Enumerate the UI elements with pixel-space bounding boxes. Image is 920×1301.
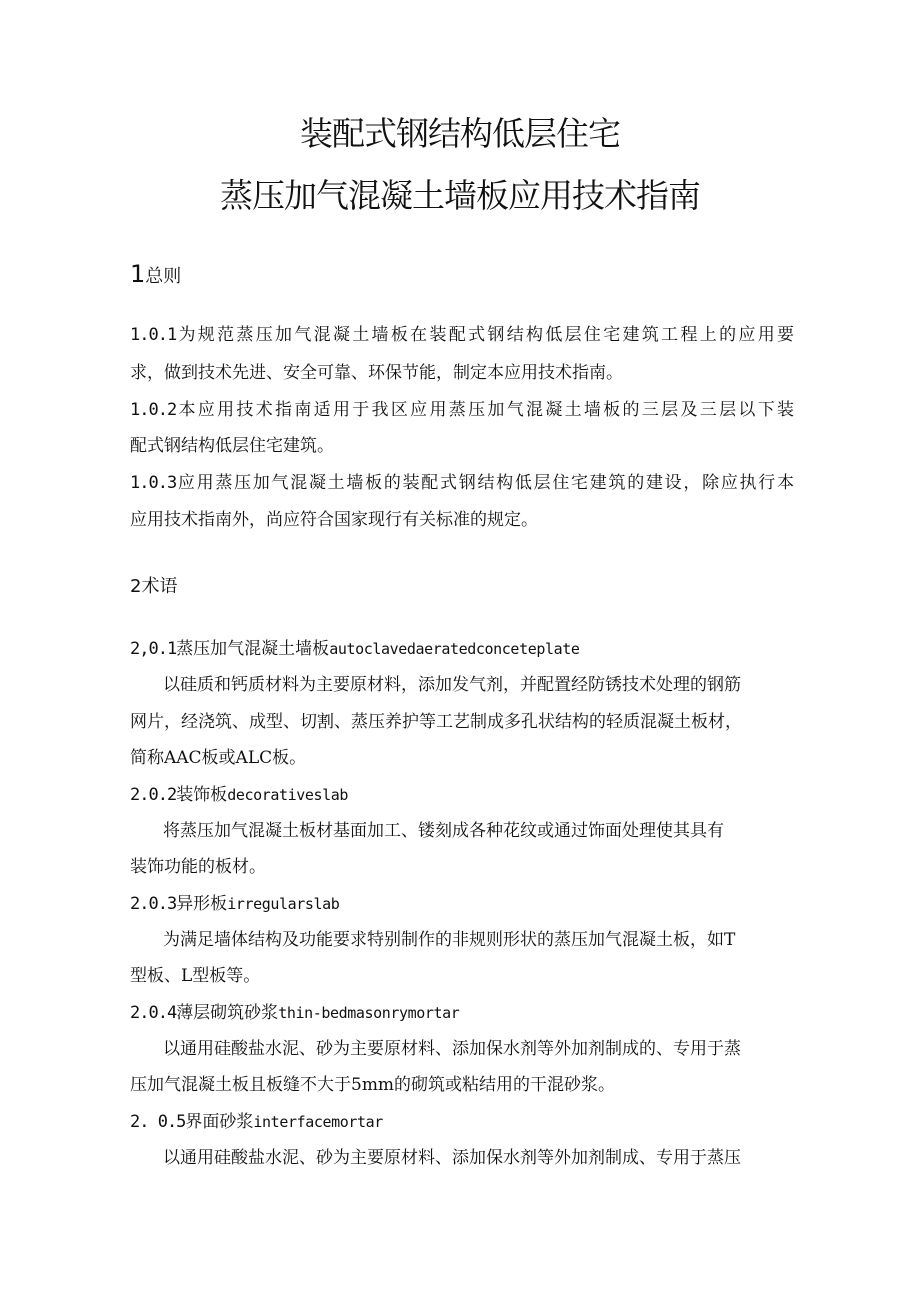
term-name: 蒸压加气混凝土墙板 <box>176 639 330 659</box>
term-name: 装饰板 <box>176 785 228 805</box>
term-number: 2.0.3 <box>130 894 177 914</box>
section-heading-1 <box>130 262 181 289</box>
term-2-0-4-heading <box>130 1001 459 1025</box>
term-2-0-4-def-line2: 压加气混凝土板且板缝不大于5mm的砌筑或粘结用的干混砂浆。 <box>130 1075 616 1095</box>
term-2-0-1-def-line2: 网片，经浇筑、成型、切割、蒸压养护等工艺制成多孔状结构的轻质混凝土板材， <box>130 712 742 732</box>
section-number: 1 <box>130 260 146 288</box>
term-2-0-1-def-line1: 以硅质和钙质材料为主要原材料，添加发气剂，并配置经防锈技术处理的钢筋 <box>163 675 741 695</box>
clause-1-0-3-line2: 应用技术指南外，尚应符合国家现行有关标准的规定。 <box>130 510 538 530</box>
term-2-0-3-def-line1: 为满足墙体结构及功能要求特别制作的非规则形状的蒸压加气混凝土板，如T <box>163 930 736 950</box>
term-2-0-2-heading <box>130 783 348 807</box>
clause-1-0-2-line1: 1.0.2本应用技术指南适用于我区应用蒸压加气混凝土墙板的三层及三层以下装 <box>130 400 794 420</box>
term-number: 2. 0.5 <box>130 1112 186 1132</box>
clause-number: 1.0.3 <box>130 473 177 493</box>
term-2-0-4-def-line1: 以通用硅酸盐水泥、砂为主要原材料、添加保水剂等外加剂制成的、专用于蒸 <box>163 1039 741 1059</box>
term-name: 薄层砌筑砂浆 <box>176 1003 279 1023</box>
clause-1-0-3-line1: 1.0.3应用蒸压加气混凝土墙板的装配式钢结构低层住宅建筑的建设，除应执行本 <box>130 473 794 493</box>
clause-number: 1.0.1 <box>130 325 177 345</box>
term-2-0-5-def-line1: 以通用硅酸盐水泥、砂为主要原材料、添加保水剂等外加剂制成、专用于蒸压 <box>163 1148 741 1168</box>
clause-1-0-1-line1: 1.0.1为规范蒸压加气混凝土墙板在装配式钢结构低层住宅建筑工程上的应用要 <box>130 325 794 345</box>
term-2-0-5-heading <box>130 1110 383 1134</box>
term-number: 2.0.4 <box>130 1003 177 1023</box>
section-title: 术语 <box>141 576 178 597</box>
term-english: thin-bedmasonrymortar <box>278 1004 460 1022</box>
term-english: irregularslab <box>227 895 340 913</box>
doc-title-line1: 装配式钢结构低层住宅 <box>300 114 620 153</box>
term-english: autoclavedaeratedconceteplate <box>329 640 580 658</box>
clause-number: 1.0.2 <box>130 400 177 420</box>
doc-title-line2: 蒸压加气混凝土墙板应用技术指南 <box>220 176 700 215</box>
section-title: 总则 <box>145 266 182 287</box>
clause-1-0-1-line2: 求，做到技术先进、安全可靠、环保节能，制定本应用技术指南。 <box>130 363 623 383</box>
term-name: 界面砂浆 <box>185 1112 254 1132</box>
term-2-0-2-def-line2: 装饰功能的板材。 <box>130 857 266 877</box>
term-2-0-3-def-line2: 型板、L型板等。 <box>130 966 261 986</box>
term-english: interfacemortar <box>253 1113 383 1131</box>
term-2-0-2-def-line1: 将蒸压加气混凝土板材基面加工、镂刻成各种花纹或通过饰面处理使其具有 <box>163 821 724 841</box>
term-2-0-1-def-line3: 简称AAC板或ALC板。 <box>130 748 307 768</box>
clause-1-0-2-line2: 配式钢结构低层住宅建筑。 <box>130 436 334 456</box>
term-number: 2.0.2 <box>130 785 177 805</box>
term-2-0-1-heading <box>130 637 579 661</box>
term-2-0-3-heading <box>130 892 339 916</box>
term-number: 2,0.1 <box>130 639 177 659</box>
section-number: 2 <box>130 576 142 597</box>
section-heading-2 <box>130 575 177 599</box>
term-english: decorativeslab <box>227 786 349 804</box>
term-name: 异形板 <box>176 894 228 914</box>
